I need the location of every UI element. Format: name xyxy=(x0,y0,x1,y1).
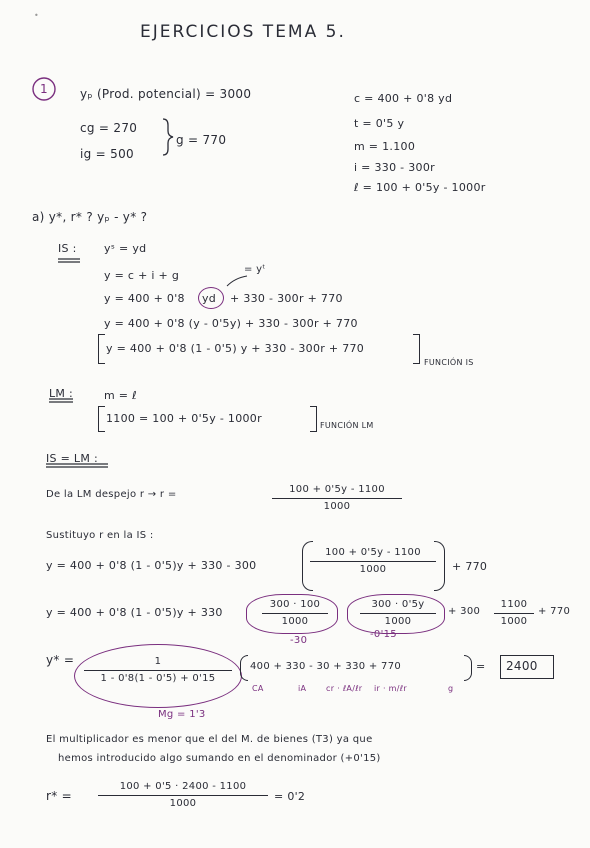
substitution-right: + 770 xyxy=(452,560,488,573)
sub-label-cr: cr · ℓA/ℓr xyxy=(326,684,363,693)
fraction-bar xyxy=(98,795,268,796)
expand-t2-den: 1000 xyxy=(384,616,412,628)
equals-sign: = xyxy=(476,660,486,673)
lm-bracket-left xyxy=(98,406,105,432)
substitution-den: 1000 xyxy=(359,564,387,576)
sub-label-ia: iA xyxy=(298,684,307,693)
ig-value: ig = 500 xyxy=(80,147,134,161)
expand-mid: + 300 xyxy=(448,606,481,617)
fraction-bar xyxy=(360,613,436,614)
fraction-bar xyxy=(272,498,402,499)
is-bracket-left xyxy=(98,334,105,364)
eq-taxes: t = 0'5 y xyxy=(354,117,405,130)
expand-left: y = 400 + 0'8 (1 - 0'5)y + 330 xyxy=(46,606,223,619)
expand-t1-den: 1000 xyxy=(281,616,309,628)
fraction-bar xyxy=(84,670,232,671)
sub-label-ir: ir · m/ℓr xyxy=(374,684,407,693)
substitution-num: 100 + 0'5y - 1100 xyxy=(325,547,421,558)
multiplier-den: 1 - 0'8(1 - 0'5) + 0'15 xyxy=(100,673,216,685)
paren-right xyxy=(434,541,445,591)
explanation-line-2: hemos introducido algo sumando en el denominador (+0'15) xyxy=(58,753,381,764)
multiplier-num: 1 xyxy=(154,656,162,667)
lm-bracket-right xyxy=(310,406,317,432)
expand-t3-num: 1100 xyxy=(500,599,528,610)
ystar-label: y* = xyxy=(46,653,75,667)
is-bracket-right xyxy=(413,334,420,364)
eq-liquidity: ℓ = 100 + 0'5y - 1000r xyxy=(354,181,486,194)
is-label: IS : xyxy=(58,242,77,255)
is-line-2: y = c + i + g xyxy=(104,269,180,282)
sub-label-g: g xyxy=(448,684,454,693)
lm-line-1: m = ℓ xyxy=(104,389,137,402)
page-title: EJERCICIOS TEMA 5. xyxy=(140,22,346,42)
brace xyxy=(163,119,173,155)
is-function-equation: y = 400 + 0'8 (1 - 0'5) y + 330 - 300r + 770 xyxy=(106,342,365,355)
rstar-label: r* = xyxy=(46,789,73,803)
r-fraction-den: 1000 xyxy=(323,501,351,513)
is-line-4: y = 400 + 0'8 (y - 0'5y) + 330 - 300r + 770 xyxy=(104,317,358,330)
is-function-label: FUNCIÓN IS xyxy=(424,358,474,367)
is-eq-lm-label: IS = LM : xyxy=(46,452,98,465)
cg-value: cg = 270 xyxy=(80,121,138,135)
expand-right: + 770 xyxy=(538,606,571,617)
substitution-fraction xyxy=(310,548,436,575)
is-line-1: yˢ = yd xyxy=(104,242,147,255)
yd-circled-text: yd xyxy=(202,292,217,305)
fraction-bar xyxy=(310,561,436,562)
rstar-fraction xyxy=(98,782,268,809)
eq-consumption: c = 400 + 0'8 yd xyxy=(354,92,453,105)
lm-label: LM : xyxy=(49,387,74,400)
multiplier-fraction xyxy=(84,657,232,684)
note-minus-30: -30 xyxy=(290,635,308,646)
fraction-bar xyxy=(494,613,534,614)
yt-label: = yᵗ xyxy=(244,264,266,275)
sum-paren-right xyxy=(464,655,472,681)
lm-function-equation: 1100 = 100 + 0'5y - 1000r xyxy=(106,412,262,425)
ystar-sum: 400 + 330 - 30 + 330 + 770 xyxy=(250,661,402,672)
is-line-3a: y = 400 + 0'8 xyxy=(104,292,185,305)
expand-t1-num: 300 · 100 xyxy=(269,599,321,610)
part-a-question: a) y*, r* ? yₚ - y* ? xyxy=(32,210,148,224)
rstar-num: 100 + 0'5 · 2400 - 1100 xyxy=(119,781,247,792)
expand-term-2 xyxy=(360,600,436,627)
lm-function-label: FUNCIÓN LM xyxy=(320,421,374,430)
sub-label-ca: CA xyxy=(252,684,264,693)
eq-money: m = 1.100 xyxy=(354,140,416,153)
yp-definition: yₚ (Prod. potencial) = 3000 xyxy=(80,87,252,101)
explanation-line-1: El multiplicador es menor que el del M. de bienes (T3) ya que xyxy=(46,734,373,745)
problem-number: 1 xyxy=(40,82,48,96)
ystar-result: 2400 xyxy=(506,659,538,673)
despejo-text: De la LM despejo r → r = xyxy=(46,489,177,500)
sustituyo-text: Sustituyo r en la IS : xyxy=(46,530,154,541)
r-fraction xyxy=(272,485,402,512)
r-fraction-num: 100 + 0'5y - 1100 xyxy=(289,484,385,495)
rstar-den: 1000 xyxy=(169,798,197,810)
g-value: g = 770 xyxy=(176,133,227,147)
fraction-bar xyxy=(262,613,328,614)
paper-mark: • xyxy=(34,11,39,20)
multiplier-value: Mg = 1'3 xyxy=(158,709,206,720)
expand-t3-den: 1000 xyxy=(500,616,528,628)
eq-investment: i = 330 - 300r xyxy=(354,161,435,174)
is-line-3b: + 330 - 300r + 770 xyxy=(230,292,343,305)
expand-t2-num: 300 · 0'5y xyxy=(371,599,425,610)
expand-term-3 xyxy=(494,600,534,627)
substitution-left: y = 400 + 0'8 (1 - 0'5)y + 330 - 300 xyxy=(46,559,257,572)
sum-paren-left xyxy=(240,655,248,681)
rstar-result: = 0'2 xyxy=(274,790,306,803)
expand-term-1 xyxy=(262,600,328,627)
note-minus-015: -0'15 xyxy=(370,629,397,640)
